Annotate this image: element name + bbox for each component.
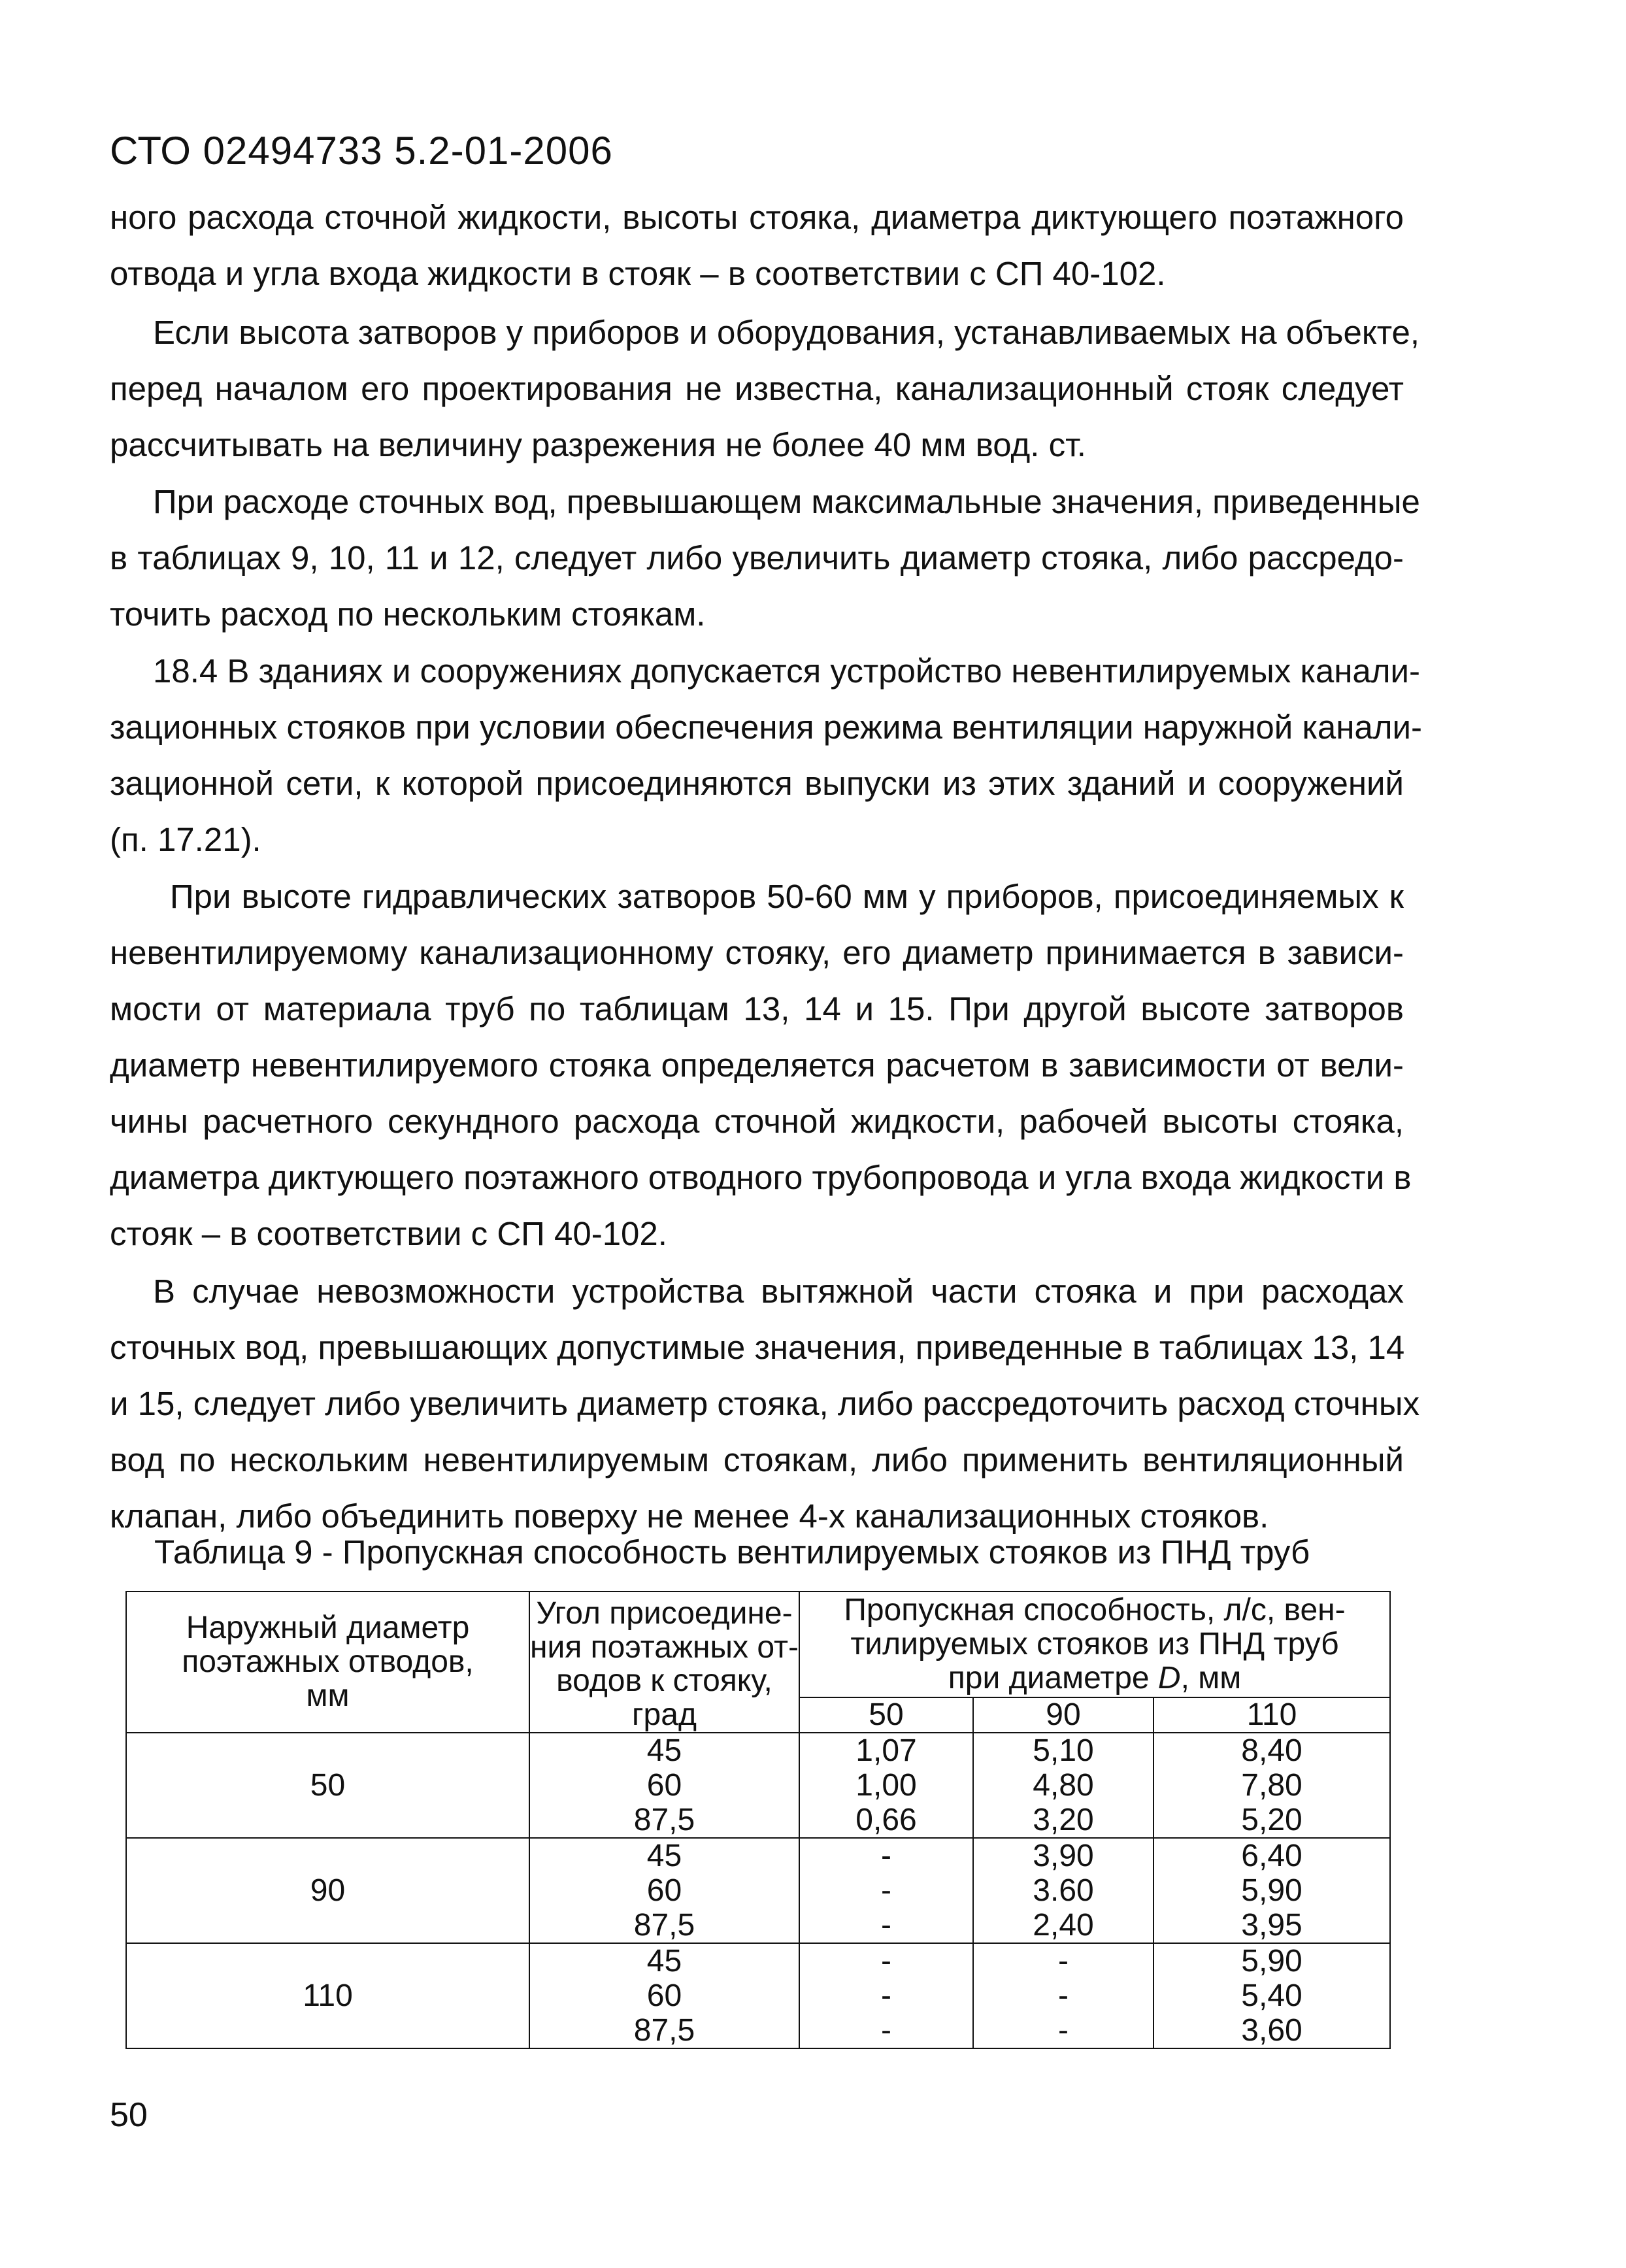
- text-line: ного расхода сточной жидкости, высоты стояка, диаметра диктующего поэтажного: [110, 199, 1404, 236]
- cell-outer-diameter: 110: [126, 1943, 529, 2048]
- paragraph-6: [110, 1263, 1420, 1544]
- cell-capacity-d110: 5,90 5,40 3,60: [1153, 1943, 1390, 2048]
- text-line: При расходе сточных вод, превышающем максимальные значения, приведенные: [153, 483, 1420, 520]
- subheader-d90: 90: [973, 1697, 1153, 1733]
- text-line: отвода и угла входа жидкости в стояк – в соответствии с СП 40-102.: [110, 255, 1166, 292]
- cell-capacity-d110: 8,40 7,80 5,20: [1153, 1733, 1390, 1838]
- text-line: (п. 17.21).: [110, 821, 261, 858]
- text-line: диаметра диктующего поэтажного отводного трубопровода и угла входа жидкости в: [110, 1159, 1412, 1196]
- text-line: вод по нескольким невентилируемым стоякам, либо применить вентиляционный: [110, 1441, 1404, 1478]
- text-line: Если высота затворов у приборов и оборудования, устанавливаемых на объекте,: [153, 314, 1420, 351]
- table-header-row: [126, 1592, 1390, 1697]
- header-outer-diameter: Наружный диаметр поэтажных отводов, мм: [126, 1592, 529, 1733]
- text-line: перед началом его проектирования не известна, канализационный стояк следует: [110, 370, 1404, 407]
- text-line: клапан, либо объединить поверху не менее 4-х канализационных стояков.: [110, 1497, 1269, 1535]
- text-line: диаметр невентилируемого стояка определяется расчетом в зависимости от вели-: [110, 1046, 1404, 1084]
- text-line: сточных вод, превышающих допустимые значения, приведенные в таблицах 13, 14: [110, 1329, 1405, 1366]
- cell-angles: 45 60 87,5: [529, 1838, 799, 1943]
- cell-capacity-d50: - - -: [799, 1943, 973, 2048]
- cell-capacity-d50: 1,07 1,00 0,66: [799, 1733, 973, 1838]
- table-row: [126, 1733, 1390, 1838]
- document-code: СТО 02494733 5.2-01-2006: [110, 129, 613, 173]
- cell-capacity-d90: 5,10 4,80 3,20: [973, 1733, 1153, 1838]
- capacity-table: [125, 1591, 1391, 2049]
- text-line: При высоте гидравлических затворов 50-60 мм у приборов, присоединяемых к: [170, 878, 1404, 915]
- cell-angles: 45 60 87,5: [529, 1943, 799, 2048]
- table-row: [126, 1943, 1390, 2048]
- paragraph-3: [110, 474, 1420, 642]
- subheader-d110: 110: [1153, 1697, 1390, 1733]
- text-line: в таблицах 9, 10, 11 и 12, следует либо увеличить диаметр стояка, либо рассредо-: [110, 539, 1404, 576]
- cell-outer-diameter: 90: [126, 1838, 529, 1943]
- page-number: 50: [110, 2096, 148, 2134]
- header-capacity: Пропускная способность, л/с, вен- тилируемых стояков из ПНД труб при диаметре D, мм: [799, 1592, 1390, 1697]
- paragraph-4: [110, 643, 1423, 868]
- table-row: [126, 1838, 1390, 1943]
- cell-angles: 45 60 87,5: [529, 1733, 799, 1838]
- text-line: стояк – в соответствии с СП 40-102.: [110, 1215, 667, 1252]
- cell-capacity-d90: - - -: [973, 1943, 1153, 2048]
- text-line: 18.4 В зданиях и сооружениях допускается устройство невентилируемых канали-: [153, 652, 1420, 690]
- text-line: В случае невозможности устройства вытяжной части стояка и при расходах: [153, 1273, 1404, 1310]
- cell-capacity-d90: 3,90 3.60 2,40: [973, 1838, 1153, 1943]
- text-line: и 15, следует либо увеличить диаметр стояка, либо рассредоточить расход сточных: [110, 1385, 1420, 1422]
- paragraph-5: [110, 869, 1412, 1262]
- text-line: зационной сети, к которой присоединяются выпуски из этих зданий и сооружений: [110, 765, 1404, 802]
- text-line: мости от материала труб по таблицам 13, 14 и 15. При другой высоте затворов: [110, 990, 1404, 1027]
- text-line: чины расчетного секундного расхода сточной жидкости, рабочей высоты стояка,: [110, 1103, 1404, 1140]
- cell-outer-diameter: 50: [126, 1733, 529, 1838]
- cell-capacity-d50: - - -: [799, 1838, 973, 1943]
- cell-capacity-d110: 6,40 5,90 3,95: [1153, 1838, 1390, 1943]
- text-line: точить расход по нескольким стоякам.: [110, 595, 706, 633]
- subheader-d50: 50: [799, 1697, 973, 1733]
- text-line: невентилируемому канализационному стояку, его диаметр принимается в зависи-: [110, 934, 1404, 971]
- text-line: рассчитывать на величину разрежения не более 40 мм вод. ст.: [110, 426, 1086, 463]
- paragraph-1: [110, 190, 1404, 302]
- header-connection-angle: Угол присоедине- ния поэтажных от- водов к стояку, град: [529, 1592, 799, 1733]
- text-line: зационных стояков при условии обеспечения режима вентиляции наружной канали-: [110, 709, 1423, 746]
- table-body: [126, 1733, 1390, 2048]
- paragraph-2: [110, 305, 1420, 473]
- table-caption: Таблица 9 - Пропускная способность вентилируемых стояков из ПНД труб: [154, 1533, 1310, 1571]
